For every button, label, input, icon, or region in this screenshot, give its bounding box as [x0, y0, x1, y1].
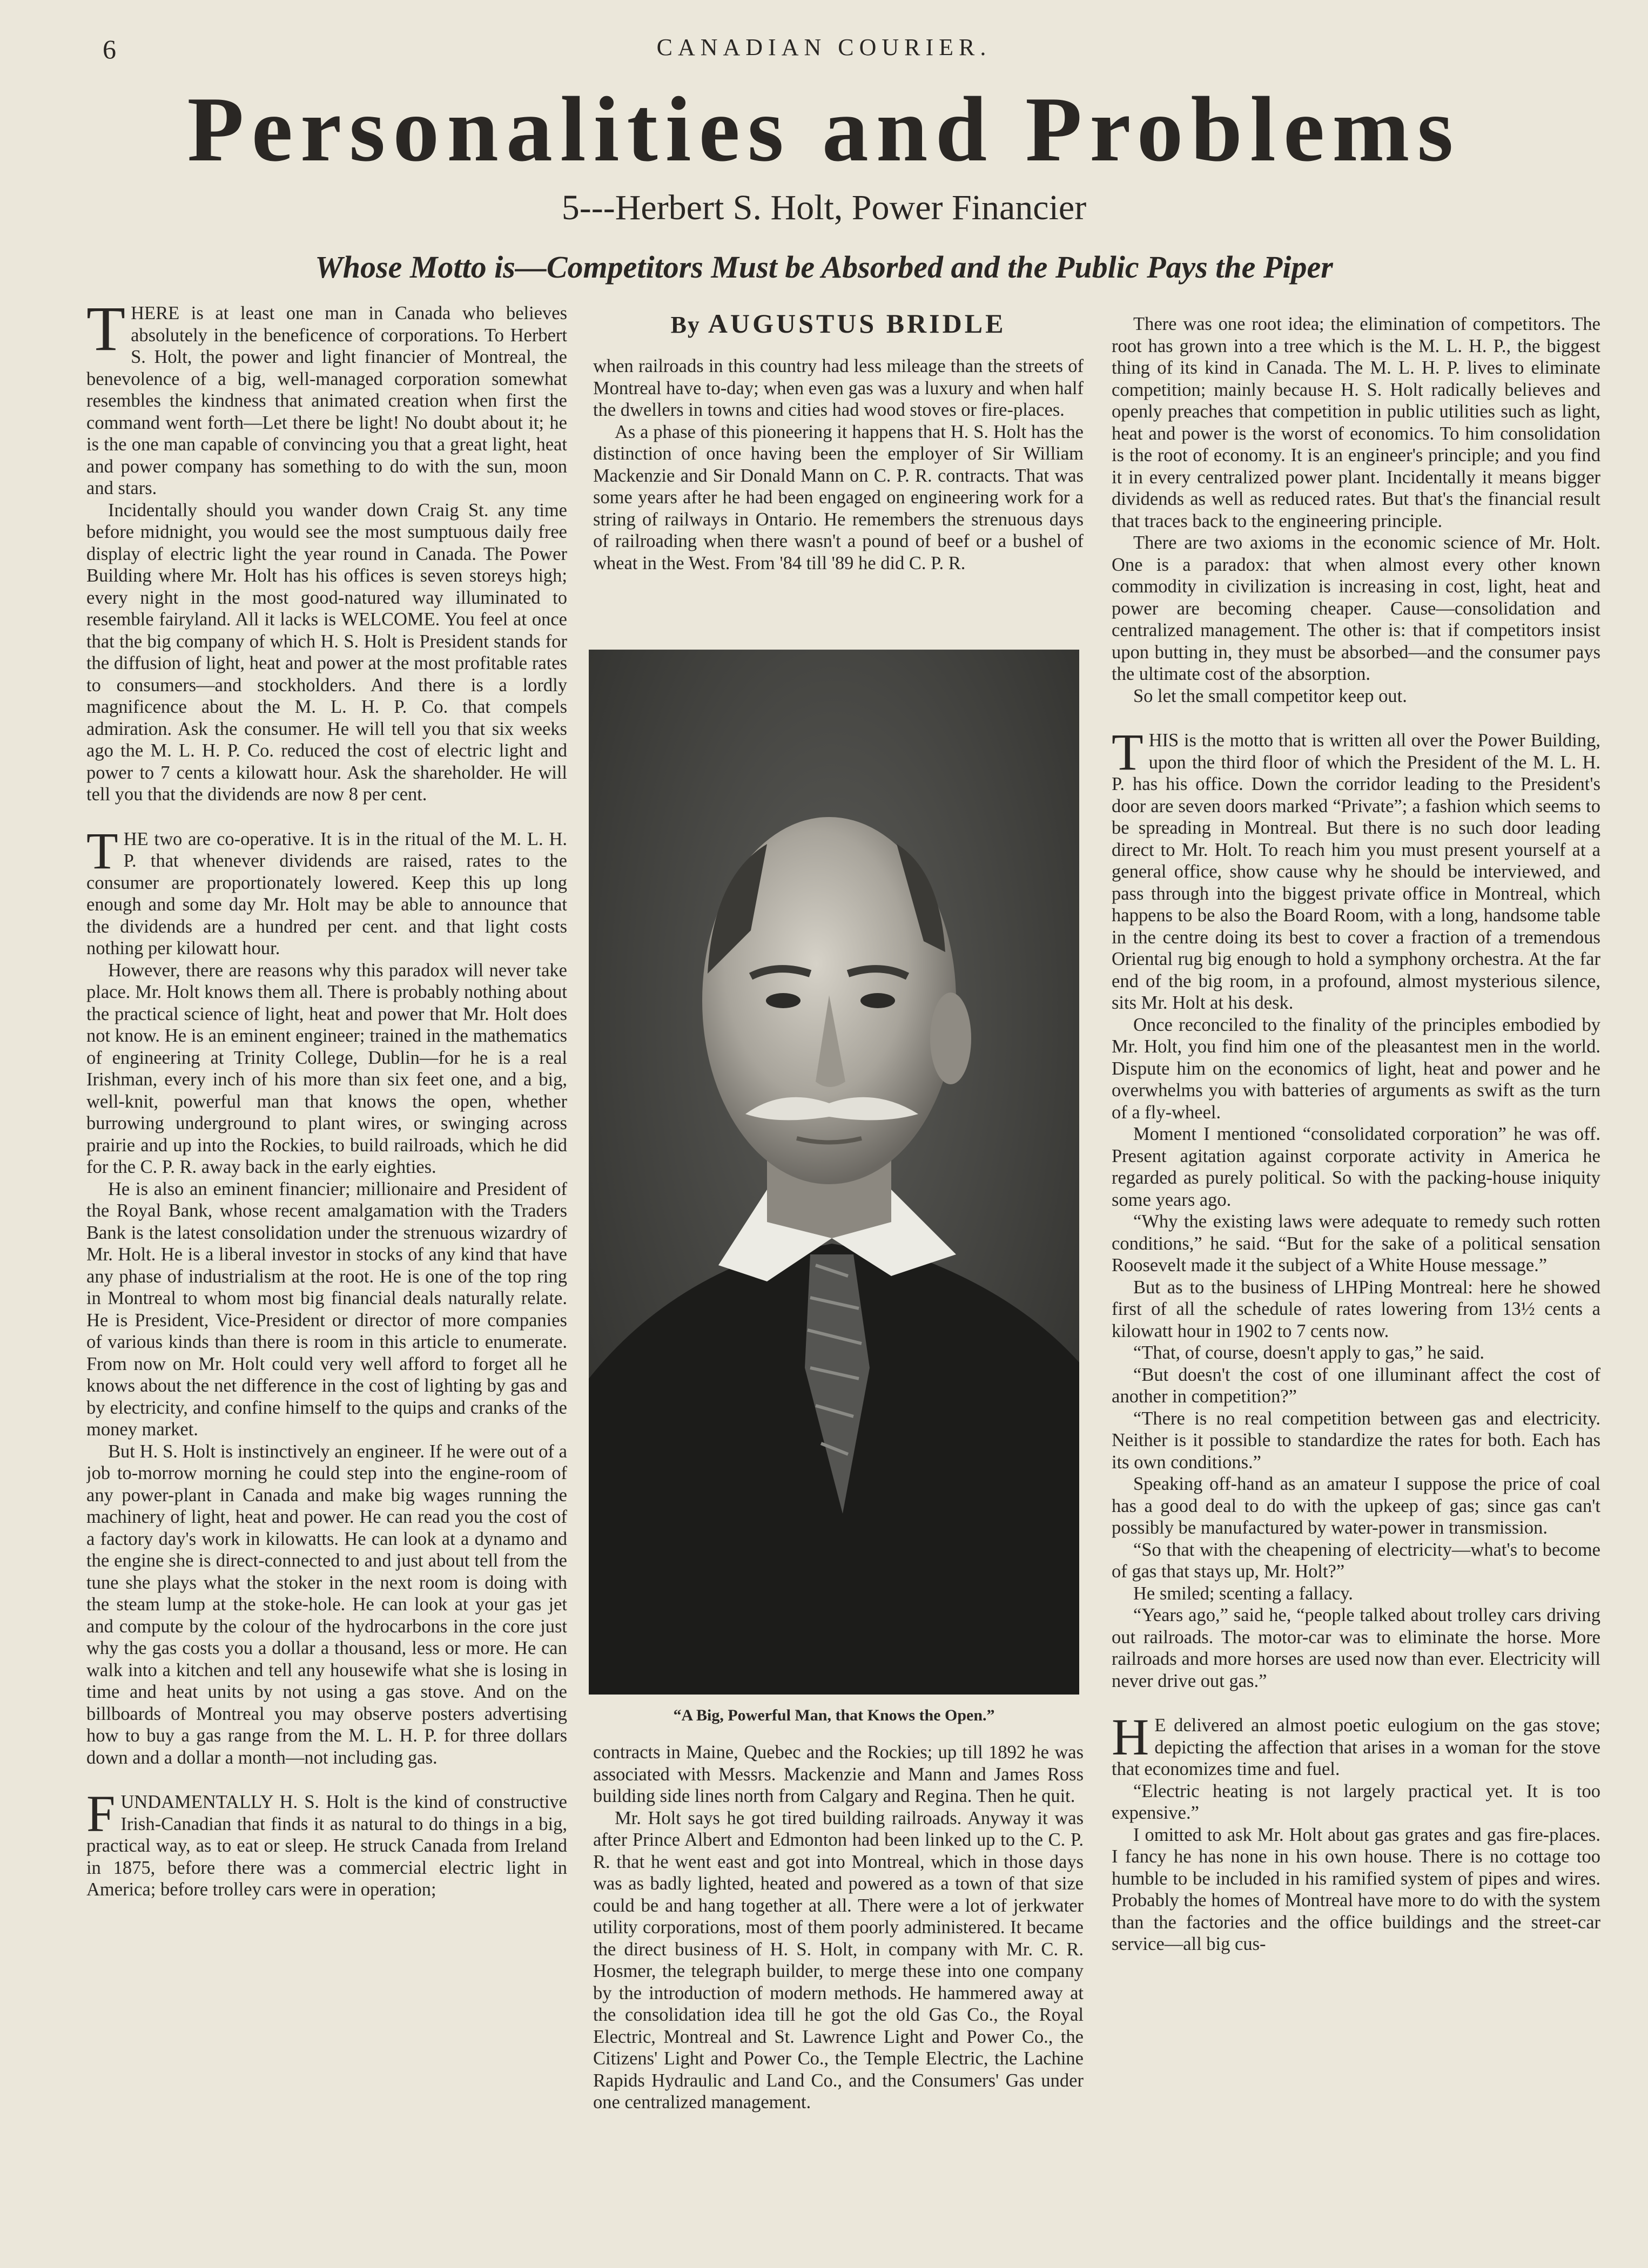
drop-cap: T: [86, 821, 118, 880]
column-1: [86, 302, 567, 2052]
paragraph: As a phase of this pioneering it happens that H. S. Holt has the distinction of once having been the employer of Sir William Mackenzie and Sir Donald Mann on C. P. R. contracts. That was some years after he had been engaged on engineering work for a string of railways in Ontario. He remembers the strenuous days of railroading when there wasn't a pound of beef or a bushel of wheat in the West. From '84 till '89 he did C. P. R.: [593, 421, 1084, 573]
drop-cap: T: [86, 302, 126, 364]
photo-caption: “A Big, Powerful Man, that Knows the Open.”: [673, 1706, 995, 1724]
paragraph: However, there are reasons why this paradox will never take place. Mr. Holt knows them all. There is probably nothing about the practical science of light, heat and power that Mr. Holt does not know. He is an eminent engineer; trained in the mathematics of engineering at Trinity College, Dublin—for he is a real Irishman, every inch of his more than six feet one, and a big, well-knit, powerful man that knows the open, whether burrowing underground to plant wires, or swinging across prairie and up into the Rockies, to build railroads, which he did for the C. P. R. away back in the early eighties.: [86, 960, 567, 1177]
running-title: CANADIAN COURIER.: [656, 34, 992, 60]
page-number: 6: [103, 34, 116, 64]
byline-prefix: By: [670, 312, 701, 338]
paragraph: Once reconciled to the finality of the principles embodied by Mr. Holt, you find him one of the pleasantest men in the world. Dispute him on the economics of light, heat and power and he overwhelms you with batteries of arguments as swift as the turn of a fly-wheel.: [1112, 1014, 1600, 1123]
paragraph: But H. S. Holt is instinctively an engineer. If he were out of a job to-morrow morning he could step into the engine-room of any power-plant in Canada and make big wages running the machinery of light, heat and power. He can read you the cost of a factory day's work in kilowatts. He can look at a dynamo and the engine she is direct-connected to and just about tell from the tune she plays what the stoker in the next room is doing with the steam lump at the stoke-hole. He can look at your gas jet and compute by the colour of the hydrocarbons in the core just why the gas costs you a dollar a thousand, less or more. He can walk into a kitchen and tell any housewife what she is losing in time and heat units by not using a gas stove. And on the billboards of Montreal you may observe posters advertising how to buy a gas range from the M. L. H. P. for three dollars down and a dollar a month—not including gas.: [86, 1441, 567, 1768]
portrait-photo: [589, 650, 1079, 1695]
drop-cap: F: [86, 1785, 116, 1842]
paragraph: “Why the existing laws were adequate to remedy such rotten conditions,” he said. “But for the sake of a political sensation Roosevelt made it the subject of a White House message.”: [1112, 1211, 1600, 1275]
paragraph: “But doesn't the cost of one illuminant affect the cost of another in competition?”: [1112, 1364, 1600, 1407]
paragraph: when railroads in this country had less mileage than the streets of Montreal have to-day; when even gas was a luxury and when half the dwellers in towns and cities had wood stoves or fire-places.: [593, 356, 1084, 420]
page-header: [0, 33, 1648, 66]
paragraph: There are two axioms in the economic science of Mr. Holt. One is a paradox: that when almost every other known commodity in civilization is increasing in cost, light, heat and power are becoming cheaper. Cause—consolidation and centralized management. The other is: that if competitors insist upon butting in, they must be absorbed—and the consumer pays the ultimate cost of the absorption.: [1112, 532, 1600, 684]
paragraph: THERE is at least one man in Canada who believes absolutely in the beneficence of corporations. To Herbert S. Holt, the power and light financier of Montreal, the benevolence of a big, well-managed corporation somewhat resembles the kindness that animated creation when first the command went forth—Let there be light! No doubt about it; he is the one man capable of convincing you that a great light, heat and power company has something to do with the sun, moon and stars.: [86, 302, 567, 498]
paragraph: “Years ago,” said he, “people talked about trolley cars driving out railroads. The motor-car was to eliminate the horse. More railroads and more horses are used now than ever. Electricity will never drive out gas.”: [1112, 1605, 1600, 1691]
paragraph: So let the small competitor keep out.: [1133, 685, 1407, 706]
paragraph: Speaking off-hand as an amateur I suppose the price of coal has a good deal to do with the upkeep of gas; since gas can't possibly be manufactured by water-power in transmission.: [1112, 1474, 1600, 1538]
paragraph: I omitted to ask Mr. Holt about gas grates and gas fire-places. I fancy he has none in his own house. There is no cottage too humble to be included in his ramified system of pipes and wires. Probably the homes of Montreal have more to do with the system than the factories and the office buildings and the street-car service—all big cus-: [1112, 1824, 1600, 1954]
drop-cap: T: [1112, 723, 1143, 781]
paragraph: “That, of course, doesn't apply to gas,” he said.: [1133, 1342, 1485, 1363]
paragraph: FUNDAMENTALLY H. S. Holt is the kind of constructive Irish-Canadian that finds it as natural to do things in a big, practical way, as to eat or sleep. He struck Canada from Ireland in 1875, before there was a commercial electric light in America; before trolley cars were in operation;: [86, 1785, 567, 1900]
paragraph: There was one root idea; the elimination of competitors. The root has grown into a tree which is the M. L. H. P., the biggest thing of its kind in Canada. The M. L. H. P. lives to eliminate competition; mainly because H. S. Holt radically believes and openly preaches that competition in public utilities such as light, heat and power is the worst of economics. To him consolidation is the root of economy. It is an engineer's principle; and you find it in every centralized power plant. Incidentally it means bigger dividends as well as reduced rates. But that's the financial result that traces back to the engineering principle.: [1112, 314, 1600, 531]
byline: [593, 308, 1084, 339]
author-name: AUGUSTUS BRIDLE: [708, 308, 1006, 339]
article-subtitle: 5---Herbert S. Holt, Power Financier: [561, 188, 1087, 227]
paragraph: THE two are co-operative. It is in the ritual of the M. L. H. P. that whenever dividends are raised, rates to the consumer are proportionately lowered. Keep this up long enough and some day Mr. Holt may be able to announce that the dividends are a hundred per cent. and that light costs nothing per kilowatt hour.: [86, 821, 567, 959]
paragraph: “There is no real competition between gas and electricity. Neither is it possible to standardize the rates for both. Each has its own conditions.”: [1112, 1408, 1600, 1473]
column-2-top: [593, 355, 1084, 636]
portrait-illustration: [589, 650, 1079, 1695]
paragraph: But as to the business of LHPing Montreal: here he showed first of all the schedule of rates lowering from 13½ cents a kilowatt hour in 1902 to 7 cents now.: [1112, 1277, 1600, 1341]
paragraph: contracts in Maine, Quebec and the Rockies; up till 1892 he was associated with Messrs. Mackenzie and Mann and James Ross building side lines north from Calgary and Regina. Then he quit.: [593, 1742, 1084, 1806]
paragraph: THIS is the motto that is written all over the Power Building, upon the third floor of which the President of the M. L. H. P. has his office. Down the corridor leading to the President's door are seven doors marked “Private”; a fashion which seems to be spreading in Montreal. But there is no such door leading direct to Mr. Holt. To reach him you must present yourself at a general office, show cause why he should be interviewed, and pass through into the biggest private office in Montreal, which happens to be also the Board Room, with a long, handsome table in the centre doing its best to cover a fraction of a tremendous Oriental rug big enough to hold a symphony orchestra. At the far end of the big room, in a profound, almost mysterious silence, sits Mr. Holt at his desk.: [1112, 723, 1600, 1013]
column-3: [1112, 313, 1600, 2225]
paragraph: Moment I mentioned “consolidated corporation” he was off. Present agitation against corporate activity in America he regarded as purely political. So with the packing-house iniquity some years ago.: [1112, 1124, 1600, 1210]
paragraph: He smiled; scenting a fallacy.: [1133, 1583, 1353, 1604]
paragraph: Mr. Holt says he got tired building railroads. Anyway it was after Prince Albert and Edmonton had been linked up to the C. P. R. that he went east and got into Montreal, which in those days was as badly lighted, heated and powered as a town of that size could be and hang together at all. There were a lot of jerkwater utility corporations, most of them poorly administered. It became the direct business of H. S. Holt, in company with Mr. C. R. Hosmer, the telegraph builder, to merge these into one company by the introduction of modern methods. He hammered away at the consolidation idea till he got the old Gas Co., the Royal Electric, Montreal and St. Lawrence Light and Power Co., the Citizens' Light and Power Co., the Temple Electric, the Lachine Rapids Hydraulic and Land Co., and the Consumers' Gas under one centralized management.: [593, 1807, 1084, 2112]
paragraph: Incidentally should you wander down Craig St. any time before midnight, you would see the most sumptuous daily free display of electric light the year round in Canada. The Power Building where Mr. Holt has his offices is seven storeys high; every night in the most good-natured way illuminated to resemble fairyland. All it lacks is WELCOME. You feel at once that the big company of which H. S. Holt is President stands for the diffusion of light, heat and power at the most profitable rates to consumers—and stockholders. And there is a lordly magnificence about the M. L. H. P. Co. that compels admiration. Ask the consumer. He will tell you that six weeks ago the M. L. H. P. Co. reduced the cost of electric light and power to 7 cents a kilowatt hour. Ask the shareholder. He will tell you that the dividends are now 8 per cent.: [86, 500, 567, 805]
drop-cap: H: [1112, 1708, 1149, 1766]
article-tagline: Whose Motto is—Competitors Must be Absorbed and the Public Pays the Piper: [315, 249, 1333, 285]
paragraph: “Electric heating is not largely practical yet. It is too expensive.”: [1112, 1780, 1600, 1823]
article-title: Personalities and Problems: [187, 78, 1461, 181]
paragraph: H E delivered an almost poetic eulogium on the gas stove; depicting the affection that arises in a woman for the stove that economizes time and fuel.: [1112, 1708, 1600, 1779]
column-2-bottom: [593, 1742, 1084, 2211]
paragraph: “So that with the cheapening of electricity—what's to become of gas that stays up, Mr. Holt?”: [1112, 1539, 1600, 1582]
paragraph: He is also an eminent financier; millionaire and President of the Royal Bank, whose recent amalgamation with the Traders Bank is the latest consolidation under the strenuous wizardry of Mr. Holt. He is a liberal investor in stocks of any kind that have any phase of industrialism at the root. He is one of the top ring in Montreal to whom most big financial deals naturally relate. He is President, Vice-President or director of more companies of various kinds than there is room in this article to enumerate. From now on Mr. Holt could very well afford to forget all he knows about the net difference in the cost of lighting by gas and by electricity, and confine himself to the quips and cranks of the money market.: [86, 1178, 567, 1440]
